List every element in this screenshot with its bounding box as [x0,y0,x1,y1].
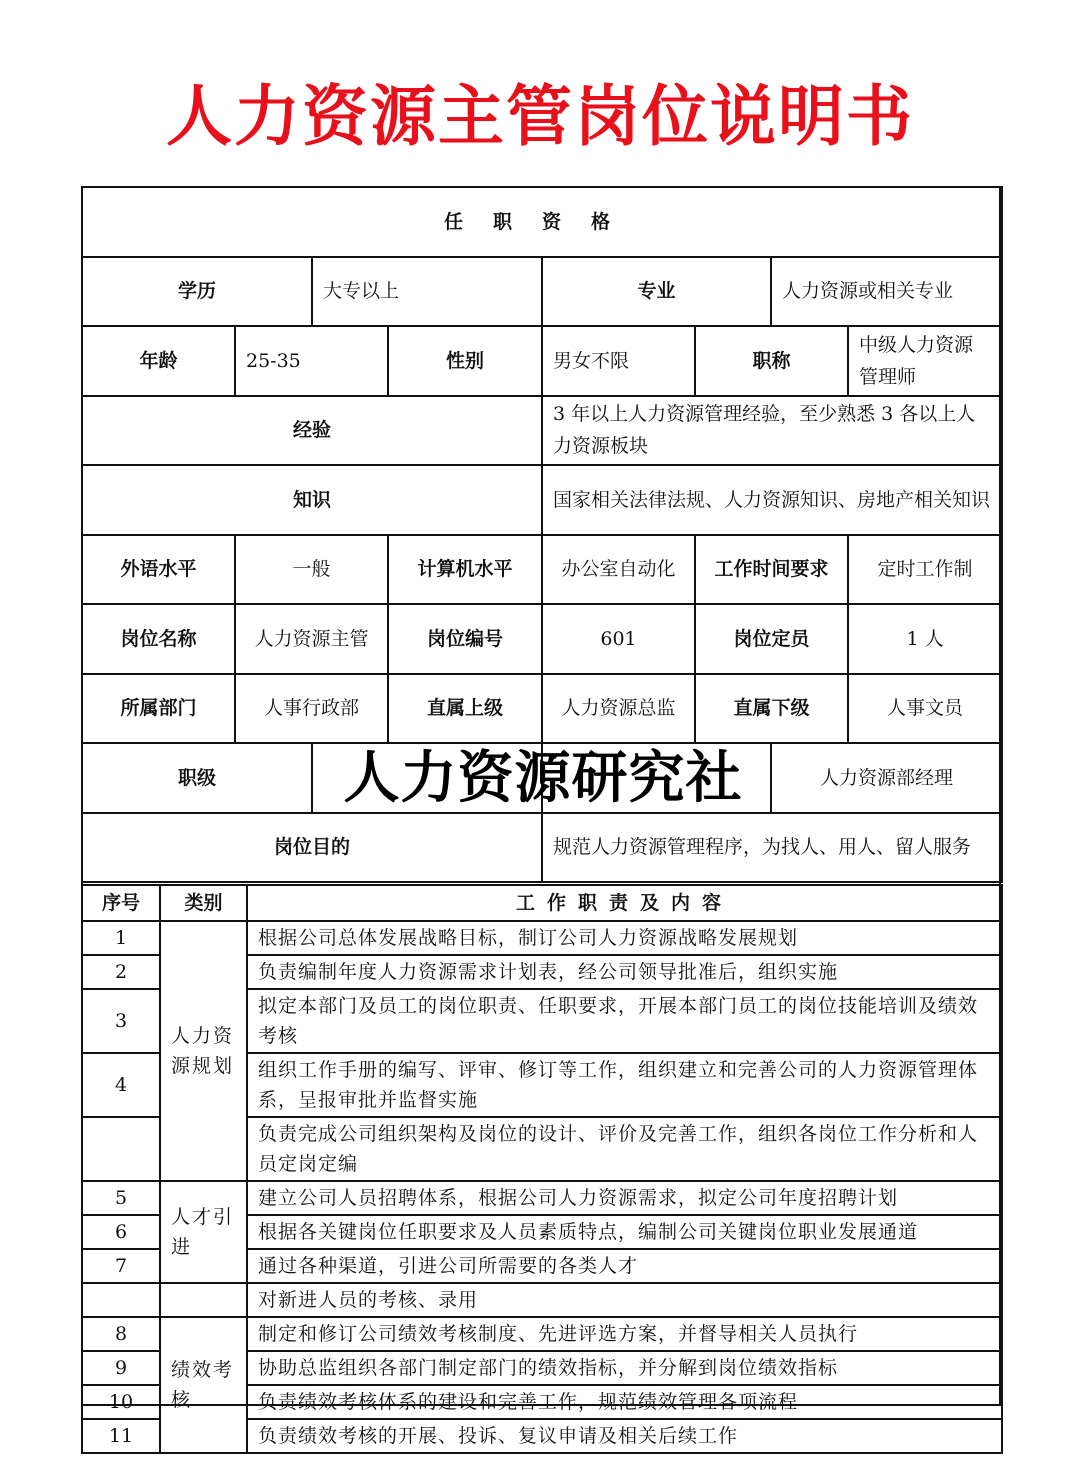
computer-value: 办公室自动化 [542,535,695,605]
row-num: 2 [82,955,160,989]
worktime-label: 工作时间要求 [695,535,848,605]
col-content-header: 工作职责及内容 [247,885,1002,921]
education-label: 学历 [82,257,312,327]
age-label: 年龄 [82,326,235,396]
subordinate-value: 人事文员 [848,674,1002,744]
duty-text: 通过各种渠道，引进公司所需要的各类人才 [247,1249,1002,1283]
row-num: 8 [82,1317,160,1351]
professional-title-value: 中级人力资源管理师 [848,326,1002,396]
gender-label: 性别 [388,326,542,396]
language-value: 一般 [235,535,388,605]
knowledge-label: 知识 [82,465,542,535]
position-name-value: 人力资源主管 [235,604,388,674]
duty-text: 根据各关键岗位任职要求及人员素质特点，编制公司关键岗位职业发展通道 [247,1215,1002,1249]
category-planning: 人力资源规划 [160,921,247,1181]
duty-text: 负责完成公司组织架构及岗位的设计、评价及完善工作，组织各岗位工作分析和人员定岗定编 [247,1117,1002,1181]
subordinate-label: 直属下级 [695,674,848,744]
age-value: 25-35 [235,326,388,396]
duty-text: 负责绩效考核的开展、投诉、复议申请及相关后续工作 [247,1419,1002,1453]
watermark-text: 人力资源研究社 [343,746,743,811]
position-code-value: 601 [542,604,695,674]
education-value: 大专以上 [312,257,542,327]
knowledge-value: 国家相关法律法规、人力资源知识、房地产相关知识 [542,465,1002,535]
document-title: 人力资源主管岗位说明书 [166,78,914,155]
headcount-value: 1 人 [848,604,1002,674]
language-label: 外语水平 [82,535,235,605]
row-num: 6 [82,1215,160,1249]
duty-text: 协助总监组织各部门制定部门的绩效指标，并分解到岗位绩效指标 [247,1351,1002,1385]
category-performance: 绩效考核 [160,1317,247,1453]
col-num-header: 序号 [82,885,160,921]
position-name-label: 岗位名称 [82,604,235,674]
row-num: 5 [82,1181,160,1215]
row-num: 7 [82,1249,160,1283]
row-num: 11 [82,1419,160,1453]
row-num: 1 [82,921,160,955]
department-label: 所属部门 [82,674,235,744]
major-label: 专业 [542,257,771,327]
purpose-value: 规范人力资源管理程序，为找人、用人、留人服务 [542,813,1002,883]
row-num: 3 [82,989,160,1053]
duty-text: 负责绩效考核体系的建设和完善工作，规范绩效管理各项流程 [247,1385,1002,1419]
superior-value: 人力资源总监 [542,674,695,744]
promotion-value: 人力资源部经理 [771,743,1002,813]
computer-label: 计算机水平 [388,535,542,605]
duty-text: 拟定本部门及员工的岗位职责、任职要求，开展本部门员工的岗位技能培训及绩效考核 [247,989,1002,1053]
row-num: 4 [82,1053,160,1117]
grade-label: 职级 [82,743,312,813]
experience-label: 经验 [82,396,542,466]
duty-text: 建立公司人员招聘体系，根据公司人力资源需求，拟定公司年度招聘计划 [247,1181,1002,1215]
gender-value: 男女不限 [542,326,695,396]
qualification-header: 任职资格 [82,187,1002,257]
position-code-label: 岗位编号 [388,604,542,674]
col-category-header: 类别 [160,885,247,921]
duty-text: 对新进人员的考核、录用 [247,1283,1002,1317]
experience-value: 3 年以上人力资源管理经验，至少熟悉 3 各以上人力资源板块 [542,396,1002,466]
document-frame [81,186,1001,1406]
row-num: 10 [82,1385,160,1419]
professional-title-label: 职称 [695,326,848,396]
purpose-label: 岗位目的 [82,813,542,883]
superior-label: 直属上级 [388,674,542,744]
major-value: 人力资源或相关专业 [771,257,1002,327]
duty-text: 制定和修订公司绩效考核制度、先进评选方案，并督导相关人员执行 [247,1317,1002,1351]
category-talent: 人才引进 [160,1181,247,1283]
worktime-value: 定时工作制 [848,535,1002,605]
duty-text: 根据公司总体发展战略目标，制订公司人力资源战略发展规划 [247,921,1002,955]
headcount-label: 岗位定员 [695,604,848,674]
department-value: 人事行政部 [235,674,388,744]
row-num: 9 [82,1351,160,1385]
duty-text: 组织工作手册的编写、评审、修订等工作，组织建立和完善公司的人力资源管理体系，呈报审批并监督实施 [247,1053,1002,1117]
duty-text: 负责编制年度人力资源需求计划表，经公司领导批准后，组织实施 [247,955,1002,989]
